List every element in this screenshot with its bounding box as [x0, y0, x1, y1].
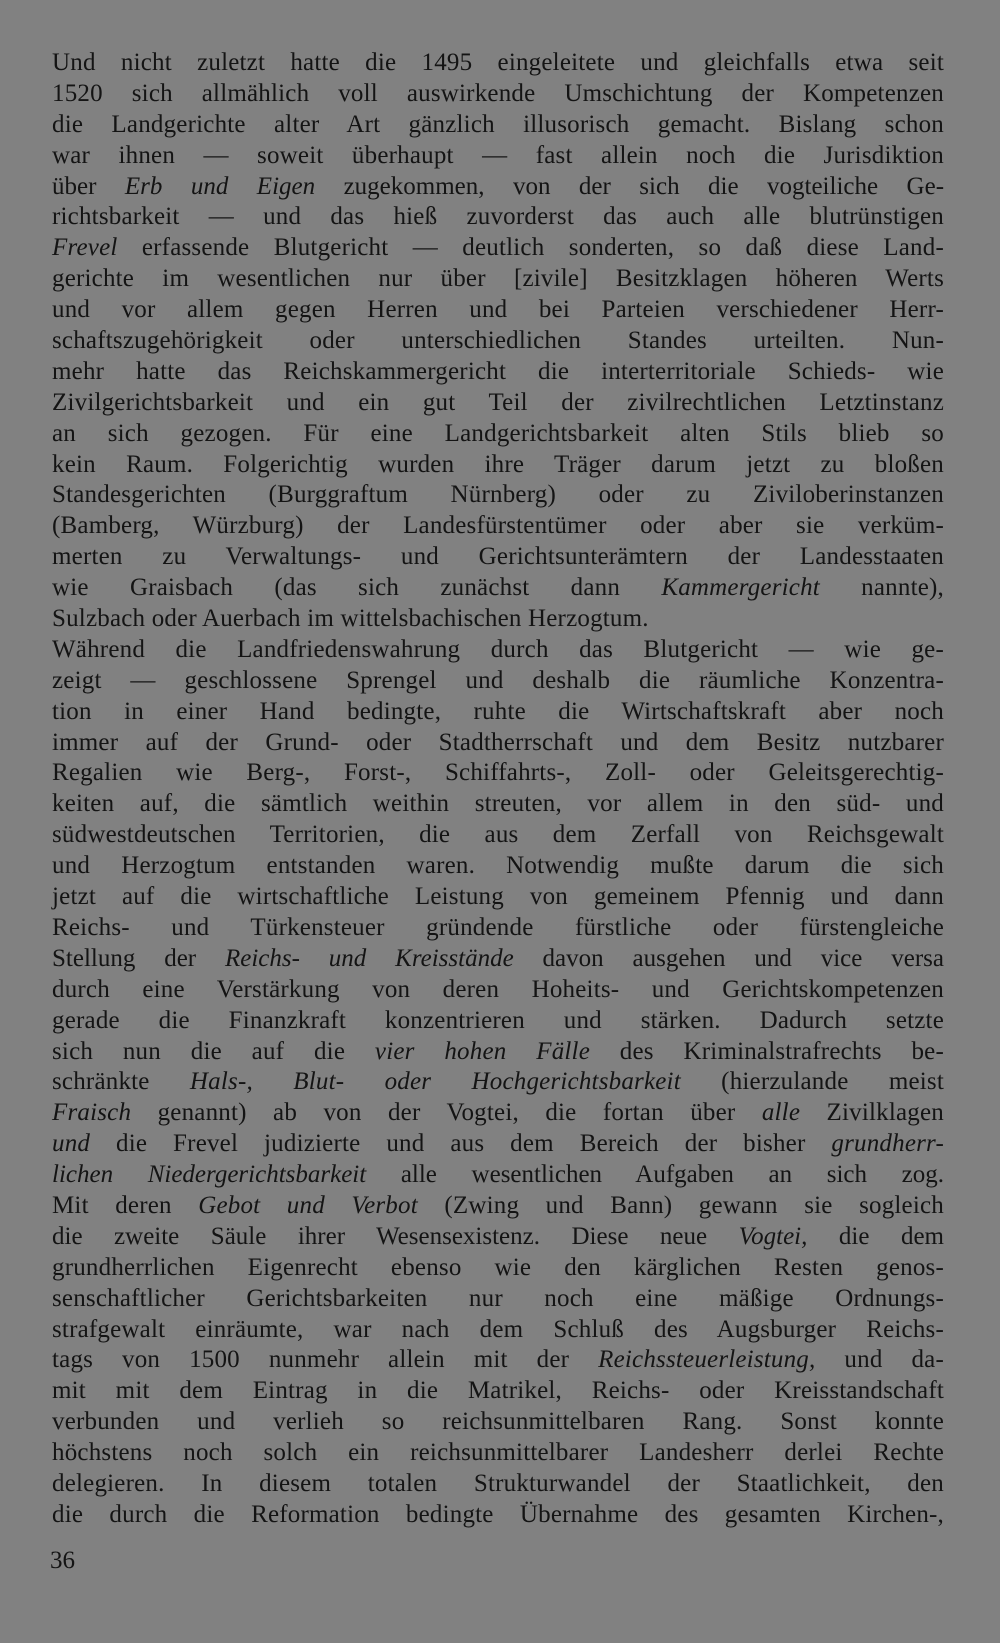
text-line — [52, 480, 944, 511]
text-segment: jetzt auf die wirtschaftliche Leistung von gemeinem Pfennig und dann — [52, 883, 944, 911]
text-segment: erfassende Blutgericht — deutlich sonderten, so daß diese Land- — [117, 234, 944, 262]
text-line — [52, 1376, 944, 1407]
italic-phrase: Gebot und Verbot — [198, 1191, 418, 1219]
text-line — [52, 357, 944, 388]
text-segment: Sulzbach oder Auerbach im wittelsbachischen Herzogtum. — [52, 605, 649, 633]
text-segment: zugekommen, von der sich die vogteiliche Ge- — [315, 172, 945, 200]
text-line — [52, 1345, 944, 1376]
text-segment: (hierzulande meist — [680, 1068, 944, 1096]
text-line — [52, 1284, 944, 1315]
text-segment: mehr hatte das Reichskammergericht die interterritoriale Schieds- wie — [52, 357, 944, 385]
text-line — [52, 419, 944, 450]
text-line — [52, 1098, 944, 1129]
italic-phrase: Frevel — [52, 234, 118, 262]
text-segment: Zivilklagen — [800, 1099, 944, 1127]
text-segment: grundherrlichen Eigenrecht ebenso wie den kärglichen Resten genos- — [52, 1253, 944, 1281]
text-line — [52, 604, 944, 635]
text-segment: strafgewalt einräumte, war nach dem Schluß des Augsburger Reichs- — [52, 1315, 944, 1343]
text-segment: an sich gezogen. Für eine Landgerichtsbarkeit alten Stils blieb so — [52, 419, 944, 447]
text-segment: und vor allem gegen Herren und bei Parteien verschiedener Herr- — [52, 296, 944, 324]
text-segment: Reichs- und Türkensteuer gründende fürstliche oder fürstengleiche — [52, 913, 944, 941]
text-segment: mit mit dem Eintrag in die Matrikel, Reichs- oder Kreisstandschaft — [52, 1377, 944, 1405]
italic-phrase: Fraisch — [52, 1099, 132, 1127]
text-segment: Stellung der — [52, 944, 225, 972]
text-segment: des Kriminalstrafrechts be- — [590, 1037, 944, 1065]
text-line — [52, 1222, 944, 1253]
text-segment: sich nun die auf die — [52, 1037, 375, 1065]
text-segment: die Frevel judizierte und aus dem Bereich der bisher — [90, 1130, 832, 1158]
text-line — [52, 202, 944, 233]
text-segment: immer auf der Grund- oder Stadtherrschaft und dem Besitz nutzbarer — [52, 728, 944, 756]
text-line — [52, 913, 944, 944]
text-segment: schaftszugehörigkeit oder unterschiedlichen Standes urteilten. Nun- — [52, 327, 944, 355]
text-line — [52, 388, 944, 419]
text-segment: Zivilgerichtsbarkeit und ein gut Teil der zivilrechtlichen Letztinstanz — [52, 388, 944, 416]
text-line — [52, 1129, 944, 1160]
text-line — [52, 1067, 944, 1098]
text-line — [52, 326, 944, 357]
text-line — [52, 1037, 944, 1068]
text-line — [52, 882, 944, 913]
italic-phrase: Reichs- und Kreisstände — [224, 944, 514, 972]
text-line — [52, 573, 944, 604]
text-segment: nannte), — [819, 574, 944, 602]
text-line — [52, 295, 944, 326]
text-segment: Regalien wie Berg-, Forst-, Schiffahrts-, Zoll- oder Geleitsgerechtig- — [52, 759, 944, 787]
text-segment: Während die Landfriedenswahrung durch das Blutgericht — wie ge- — [52, 635, 944, 663]
italic-phrase: Erb und Eigen — [124, 172, 316, 200]
page-number: 36 — [50, 1547, 75, 1574]
text-line — [52, 110, 944, 141]
text-segment: war ihnen — soweit überhaupt — fast allein noch die Jurisdiktion — [52, 141, 944, 169]
text-line — [52, 79, 944, 110]
text-segment: gerade die Finanzkraft konzentrieren und stärken. Dadurch setzte — [52, 1006, 944, 1034]
text-segment: tags von 1500 nunmehr allein mit der — [52, 1346, 599, 1374]
text-segment: die durch die Reformation bedingte Übernahme des gesamten Kirchen-, — [52, 1500, 944, 1528]
italic-phrase: grundherr- — [831, 1130, 944, 1158]
text-segment: richtsbarkeit — und das hieß zuvorderst das auch alle blutrünstigen — [52, 203, 944, 231]
text-segment: wie Graisbach (das sich zunächst dann — [52, 574, 662, 602]
italic-phrase: Reichssteuerleistung, — [598, 1346, 816, 1374]
text-line — [52, 542, 944, 573]
text-line — [52, 666, 944, 697]
text-segment: davon ausgehen und vice versa — [513, 944, 944, 972]
text-line — [52, 697, 944, 728]
italic-phrase: und — [52, 1130, 91, 1158]
text-line — [52, 1407, 944, 1438]
italic-phrase: Hals-, Blut- oder Hochgerichtsbarkeit — [189, 1068, 681, 1096]
text-segment: (Bamberg, Würzburg) der Landesfürstentümer oder aber sie verküm- — [52, 512, 944, 540]
text-line — [52, 851, 944, 882]
text-line — [52, 758, 944, 789]
text-segment: Standesgerichten (Burggraftum Nürnberg) oder zu Ziviloberinstanzen — [52, 481, 944, 509]
text-line — [52, 1315, 944, 1346]
italic-phrase: Vogtei, — [738, 1222, 808, 1250]
text-segment: die Landgerichte alter Art gänzlich illusorisch gemacht. Bislang schon — [52, 110, 944, 138]
text-segment: und da- — [815, 1346, 944, 1374]
text-segment: die zweite Säule ihrer Wesensexistenz. Diese neue — [52, 1222, 739, 1250]
text-segment: delegieren. In diesem totalen Strukturwandel der Staatlichkeit, den — [52, 1469, 944, 1497]
text-segment: alle wesentlichen Aufgaben an sich zog. — [366, 1161, 944, 1189]
text-line — [52, 1191, 944, 1222]
text-segment: die dem — [807, 1222, 944, 1250]
italic-phrase: lichen Niedergerichtsbarkeit — [52, 1161, 367, 1189]
text-segment: südwestdeutschen Territorien, die aus dem Zerfall von Reichsgewalt — [52, 821, 944, 849]
text-segment: gerichte im wesentlichen nur über [zivile] Besitzklagen höheren Werts — [52, 265, 944, 293]
text-line — [52, 511, 944, 542]
text-line — [52, 975, 944, 1006]
text-segment: durch eine Verstärkung von deren Hoheits- und Gerichtskompetenzen — [52, 975, 944, 1003]
text-segment: senschaftlicher Gerichtsbarkeiten nur noch eine mäßige Ordnungs- — [52, 1284, 944, 1312]
text-segment: merten zu Verwaltungs- und Gerichtsunterämtern der Landesstaaten — [52, 543, 944, 571]
text-line — [52, 264, 944, 295]
text-line — [52, 789, 944, 820]
text-body — [52, 48, 944, 1531]
text-line — [52, 1006, 944, 1037]
text-line — [52, 1160, 944, 1191]
text-line — [52, 450, 944, 481]
text-line — [52, 1253, 944, 1284]
text-line — [52, 172, 944, 203]
text-segment: schränkte — [52, 1068, 190, 1096]
text-segment: Mit deren — [52, 1191, 199, 1219]
text-segment: Und nicht zuletzt hatte die 1495 eingeleitete und gleichfalls etwa seit — [52, 49, 944, 76]
text-line — [52, 1500, 944, 1531]
text-line — [52, 635, 944, 666]
text-line — [52, 728, 944, 759]
text-segment: höchstens noch solch ein reichsunmittelbarer Landesherr derlei Rechte — [52, 1439, 944, 1467]
text-segment: verbunden und verlieh so reichsunmittelbaren Rang. Sonst konnte — [52, 1408, 944, 1436]
text-line — [52, 233, 944, 264]
text-segment: (Zwing und Bann) gewann sie sogleich — [417, 1191, 944, 1219]
text-line — [52, 48, 944, 79]
text-segment: keiten auf, die sämtlich weithin streuten, vor allem in den süd- und — [52, 790, 944, 818]
text-segment: tion in einer Hand bedingte, ruhte die Wirtschaftskraft aber noch — [52, 697, 944, 725]
text-segment: zeigt — geschlossene Sprengel und deshalb die räumliche Konzentra- — [52, 666, 944, 694]
text-segment: kein Raum. Folgerichtig wurden ihre Träger darum jetzt zu bloßen — [52, 450, 944, 478]
text-line — [52, 820, 944, 851]
text-segment: genannt) ab von der Vogtei, die fortan über — [131, 1099, 762, 1127]
text-segment: über — [52, 172, 125, 200]
text-line — [52, 1469, 944, 1500]
text-line — [52, 1438, 944, 1469]
italic-phrase: Kammergericht — [661, 574, 820, 602]
italic-phrase: vier hohen Fälle — [374, 1037, 591, 1065]
text-line — [52, 141, 944, 172]
italic-phrase: alle — [761, 1099, 801, 1127]
text-segment: 1520 sich allmählich voll auswirkende Umschichtung der Kompetenzen — [52, 79, 944, 107]
text-segment: und Herzogtum entstanden waren. Notwendig mußte darum die sich — [52, 852, 944, 880]
text-line — [52, 944, 944, 975]
